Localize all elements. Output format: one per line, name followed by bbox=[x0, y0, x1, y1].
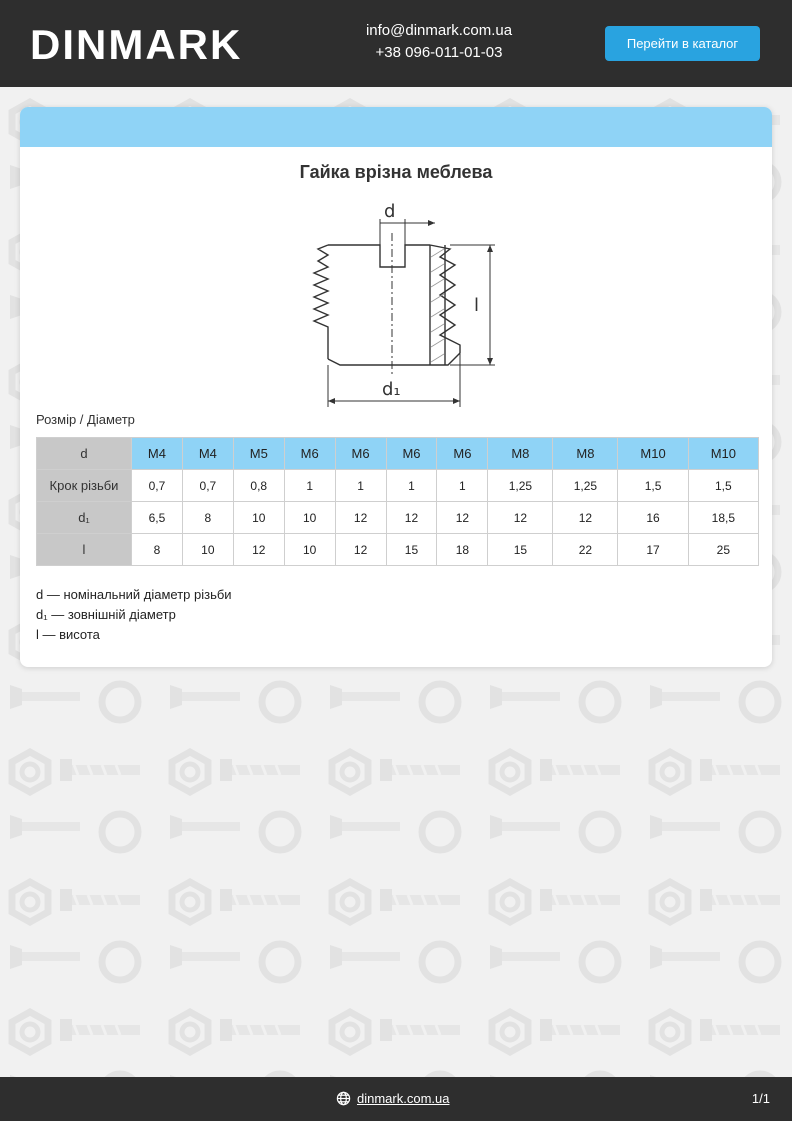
table-cell: 1 bbox=[284, 470, 335, 502]
globe-icon bbox=[336, 1091, 351, 1106]
header-cell: M6 bbox=[437, 438, 488, 470]
header-cell: M6 bbox=[335, 438, 386, 470]
svg-text:d: d bbox=[384, 201, 396, 222]
table-cell: 1,25 bbox=[488, 470, 553, 502]
table-cell: 0,7 bbox=[182, 470, 233, 502]
page-header bbox=[0, 0, 792, 87]
row-label: Крок різьби bbox=[37, 470, 132, 502]
page-number: 1/1 bbox=[751, 1091, 770, 1106]
table-cell: 12 bbox=[437, 502, 488, 534]
header-cell: M4 bbox=[182, 438, 233, 470]
table-cell: 10 bbox=[284, 502, 335, 534]
table-cell: 1 bbox=[386, 470, 437, 502]
row-label: d bbox=[37, 438, 132, 470]
table-cell: 12 bbox=[488, 502, 553, 534]
table-cell: 6,5 bbox=[132, 502, 183, 534]
table-cell: 0,7 bbox=[132, 470, 183, 502]
table-cell: 10 bbox=[284, 534, 335, 566]
legend-item-l: l — висота bbox=[36, 627, 100, 642]
card-top-bar bbox=[20, 107, 772, 147]
table-cell: 10 bbox=[233, 502, 284, 534]
table-header-row bbox=[37, 438, 759, 470]
header-cell: M8 bbox=[488, 438, 553, 470]
table-cell: 12 bbox=[335, 502, 386, 534]
furniture-nut-drawing bbox=[300, 197, 510, 407]
table-cell: 18 bbox=[437, 534, 488, 566]
header-cell: M5 bbox=[233, 438, 284, 470]
legend bbox=[36, 585, 232, 645]
email-link[interactable]: info@dinmark.com.ua bbox=[365, 22, 513, 39]
footer-site-text: dinmark.com.ua bbox=[357, 1091, 450, 1106]
header-cell: M4 bbox=[132, 438, 183, 470]
contact-block bbox=[339, 20, 539, 64]
table-cell: 18,5 bbox=[688, 502, 758, 534]
product-card bbox=[20, 107, 772, 667]
spec-table bbox=[36, 437, 759, 566]
row-label: l bbox=[37, 534, 132, 566]
table-row bbox=[37, 470, 759, 502]
table-cell: 12 bbox=[233, 534, 284, 566]
table-cell: 15 bbox=[488, 534, 553, 566]
table-cell: 1 bbox=[335, 470, 386, 502]
table-cell: 1 bbox=[437, 470, 488, 502]
table-cell: 1,5 bbox=[688, 470, 758, 502]
table-cell: 0,8 bbox=[233, 470, 284, 502]
table-cell: 22 bbox=[553, 534, 618, 566]
dinmark-logo[interactable] bbox=[30, 22, 275, 64]
table-cell: 12 bbox=[553, 502, 618, 534]
svg-text:DINMARK: DINMARK bbox=[30, 22, 243, 64]
header-cell: M6 bbox=[386, 438, 437, 470]
legend-item-d1: d₁ — зовнішній діаметр bbox=[36, 607, 176, 622]
table-row bbox=[37, 534, 759, 566]
table-row bbox=[37, 502, 759, 534]
legend-item-d: d — номінальний діаметр різьби bbox=[36, 587, 232, 602]
header-cell: M6 bbox=[284, 438, 335, 470]
table-cell: 15 bbox=[386, 534, 437, 566]
catalog-button[interactable]: Перейти в каталог bbox=[605, 26, 760, 61]
table-cell: 16 bbox=[618, 502, 688, 534]
header-cell: M10 bbox=[618, 438, 688, 470]
table-cell: 8 bbox=[132, 534, 183, 566]
size-caption: Розмір / Діаметр bbox=[36, 412, 135, 427]
product-title: Гайка врізна меблева bbox=[299, 162, 493, 182]
table-cell: 12 bbox=[386, 502, 437, 534]
table-cell: 10 bbox=[182, 534, 233, 566]
svg-text:d₁: d₁ bbox=[382, 379, 401, 400]
page-footer bbox=[0, 1077, 792, 1121]
header-cell: M10 bbox=[688, 438, 758, 470]
footer-site-link[interactable] bbox=[336, 1091, 449, 1106]
table-cell: 12 bbox=[335, 534, 386, 566]
svg-text:l: l bbox=[474, 295, 480, 316]
table-cell: 1,25 bbox=[553, 470, 618, 502]
table-cell: 17 bbox=[618, 534, 688, 566]
phone-link[interactable]: +38 096-011-01-03 bbox=[375, 44, 503, 61]
table-cell: 1,5 bbox=[618, 470, 688, 502]
table-cell: 25 bbox=[688, 534, 758, 566]
table-cell: 8 bbox=[182, 502, 233, 534]
row-label: d₁ bbox=[37, 502, 132, 534]
header-cell: M8 bbox=[553, 438, 618, 470]
